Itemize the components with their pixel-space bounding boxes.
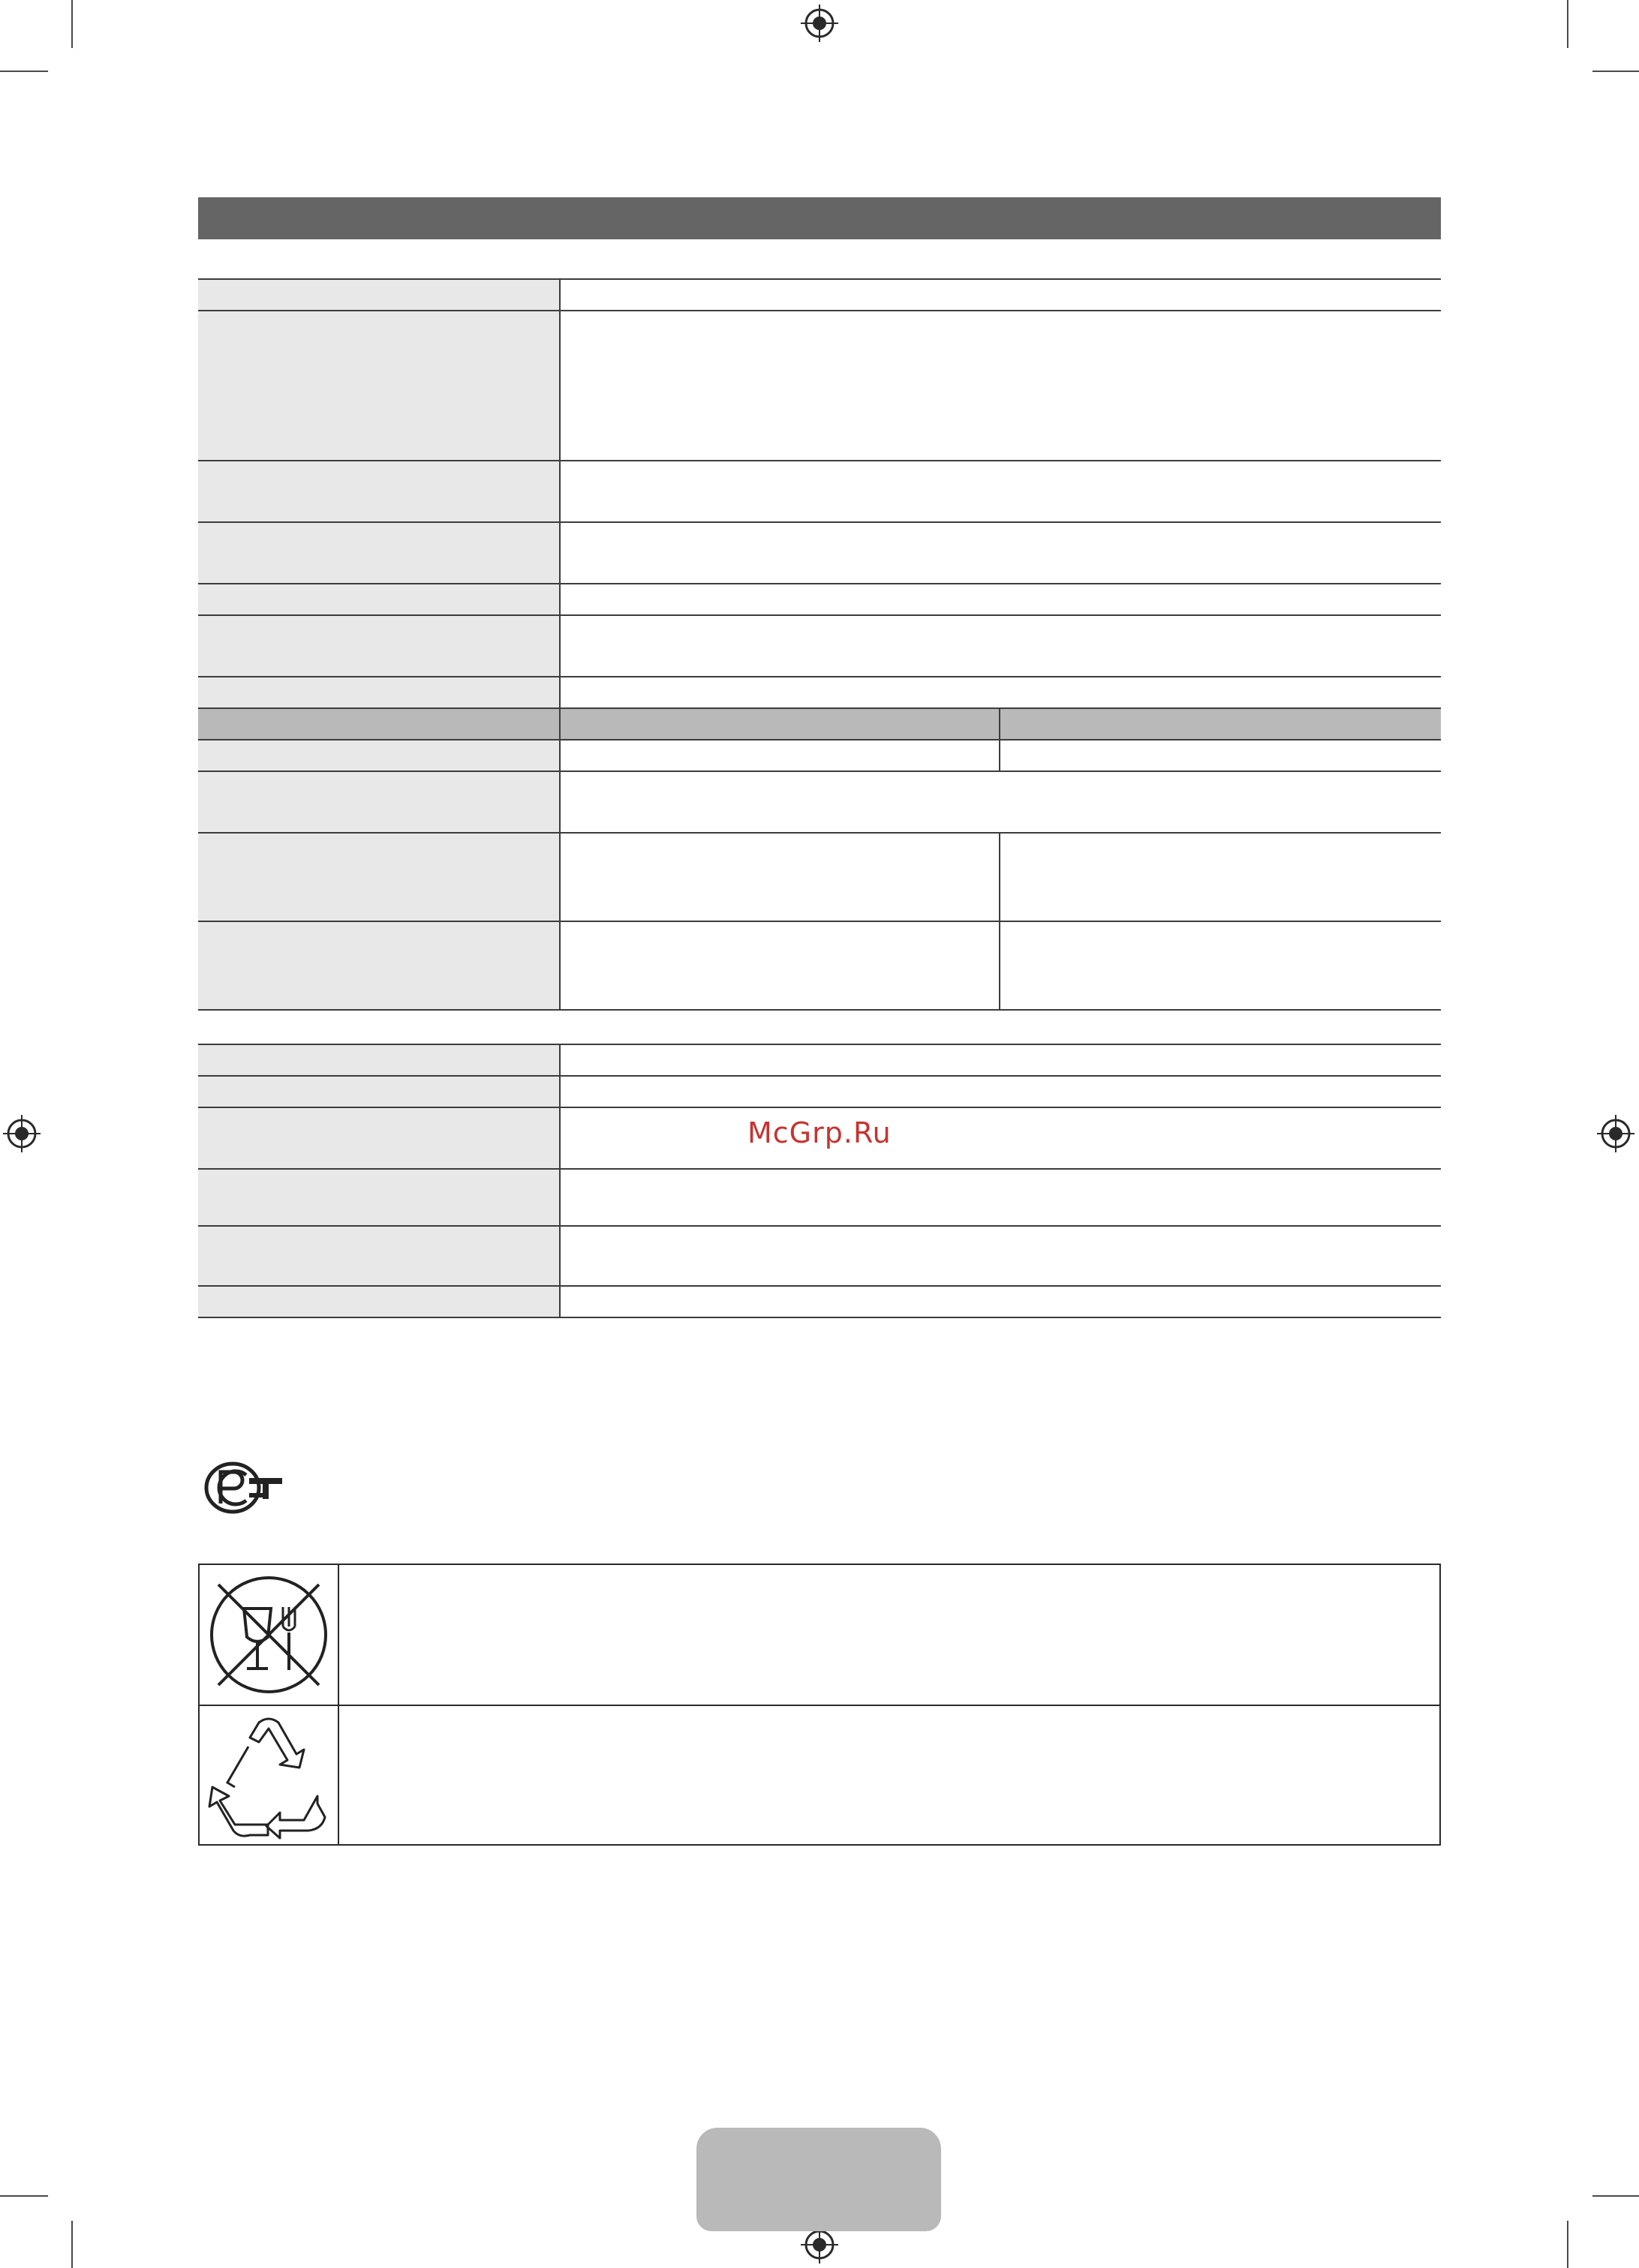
table-row <box>198 615 1441 677</box>
spec-value-cell <box>560 279 1441 311</box>
not-for-food-contact-icon <box>205 1571 332 1699</box>
recycle-icon <box>205 1712 332 1840</box>
symbol-text-cell <box>341 1706 1439 1846</box>
spec-value-cell <box>560 1286 1441 1317</box>
spec-value-cell <box>560 740 1000 771</box>
spec-label-cell <box>198 740 560 771</box>
crop-mark-bottom-left-horizontal <box>0 2195 48 2197</box>
subheader-label-cell <box>198 708 560 740</box>
table-row <box>198 1044 1441 1076</box>
spec-label-cell <box>198 522 560 584</box>
crop-mark-top-left-horizontal <box>0 71 48 72</box>
table-row <box>198 771 1441 833</box>
spec-label-cell <box>198 677 560 708</box>
spec-label-cell <box>198 833 560 921</box>
symbol-icon-cell <box>200 1706 339 1846</box>
spec-label-cell <box>198 921 560 1010</box>
registration-target-icon <box>801 5 838 42</box>
spec-label-cell <box>198 279 560 311</box>
spec-value-cell <box>560 584 1441 615</box>
table-row <box>198 677 1441 708</box>
crop-mark-bottom-left-vertical <box>71 2221 73 2268</box>
spec-value-cell <box>1000 740 1441 771</box>
spec-label-cell <box>198 1226 560 1286</box>
symbol-row-recycle <box>200 1706 1439 1846</box>
subheader-model-cell <box>1000 708 1441 740</box>
section-header-bar <box>198 197 1441 239</box>
spec-value-cell <box>560 1169 1441 1226</box>
registration-target-icon <box>801 2226 838 2263</box>
crop-mark-top-right-vertical <box>1567 0 1568 48</box>
subheader-model-cell <box>560 708 1000 740</box>
spec-value-cell <box>560 677 1441 708</box>
spec-table-main <box>198 278 1441 1011</box>
spec-value-cell <box>560 461 1441 522</box>
table-row <box>198 311 1441 461</box>
table-row <box>198 833 1441 921</box>
spec-value-cell <box>560 1044 1441 1076</box>
spec-label-cell <box>198 1044 560 1076</box>
spec-label-cell <box>198 1107 560 1169</box>
table-row <box>198 522 1441 584</box>
spec-label-cell <box>198 461 560 522</box>
watermark-text: McGrp.Ru <box>747 1116 892 1149</box>
crop-mark-bottom-right-horizontal <box>1592 2195 1639 2197</box>
crop-mark-top-right-horizontal <box>1592 71 1639 72</box>
spec-label-cell <box>198 771 560 833</box>
symbol-table <box>198 1564 1441 1846</box>
spec-label-cell <box>198 615 560 677</box>
spec-value-cell <box>560 833 1000 921</box>
symbol-text-cell <box>341 1565 1439 1705</box>
spec-value-cell <box>560 771 1441 833</box>
table-row <box>198 584 1441 615</box>
table-row <box>198 1226 1441 1286</box>
spec-value-cell <box>1000 833 1441 921</box>
table-row <box>198 1169 1441 1226</box>
table-row <box>198 1286 1441 1317</box>
spec-value-cell <box>560 522 1441 584</box>
spec-label-cell <box>198 1169 560 1226</box>
spec-value-cell <box>1000 921 1441 1010</box>
table-row <box>198 279 1441 311</box>
spec-label-cell <box>198 1076 560 1107</box>
page-number-tab <box>696 2128 941 2231</box>
spec-label-cell <box>198 584 560 615</box>
registration-target-icon <box>1597 1115 1634 1152</box>
spec-label-cell <box>198 1286 560 1317</box>
crop-mark-top-left-vertical <box>71 0 73 48</box>
spec-value-cell <box>560 1107 1441 1169</box>
spec-table-secondary <box>198 1044 1441 1318</box>
spec-value-cell <box>560 921 1000 1010</box>
table-row <box>198 921 1441 1010</box>
table-row <box>198 1076 1441 1107</box>
pct-certification-mark <box>203 1460 285 1516</box>
spec-label-cell <box>198 311 560 461</box>
symbol-row-not-for-food <box>200 1565 1439 1706</box>
spec-value-cell <box>560 311 1441 461</box>
spec-value-cell <box>560 1226 1441 1286</box>
table-subheader-row <box>198 708 1441 740</box>
spec-value-cell <box>560 615 1441 677</box>
crop-mark-bottom-right-vertical <box>1567 2221 1568 2268</box>
table-row <box>198 740 1441 771</box>
symbol-icon-cell <box>200 1565 339 1705</box>
spec-value-cell <box>560 1076 1441 1107</box>
table-row <box>198 461 1441 522</box>
registration-target-icon <box>3 1115 41 1152</box>
